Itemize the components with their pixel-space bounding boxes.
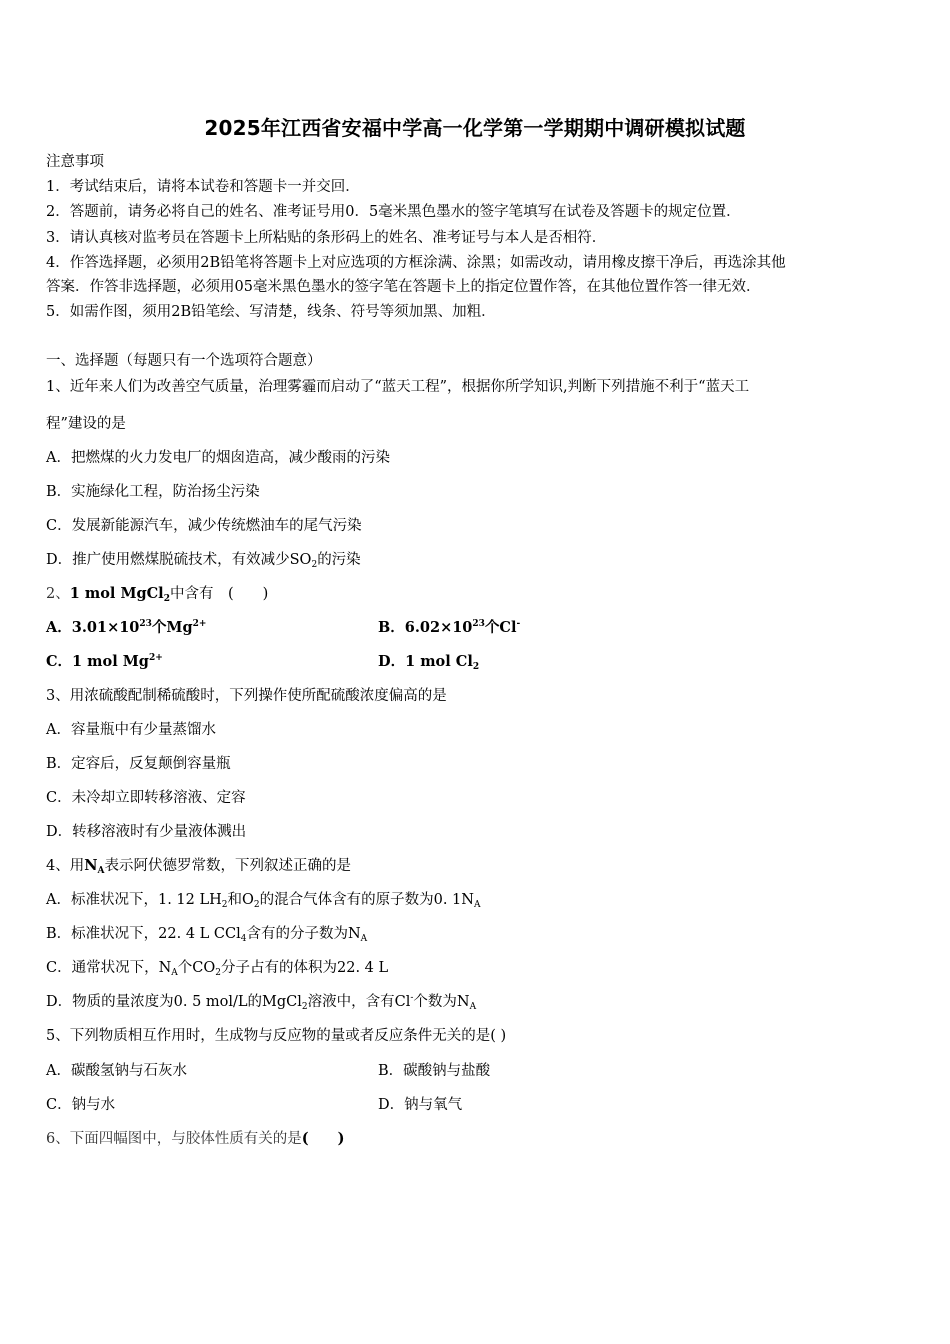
q5-option-a: A．碳酸氢钠与石灰水 [46, 1063, 187, 1079]
notice-item-3: 3．请认真核对监考员在答题卡上所粘贴的条形码上的姓名、准考证号与本人是否相符． [46, 230, 607, 246]
notice-item-4: 4．作答选择题，必须用2B铅笔将答题卡上对应选项的方框涂满、涂黑；如需改动，请用橡皮擦干净后，再选涂其他 [46, 255, 786, 271]
page-title: 2025年江西省安福中学高一化学第一学期期中调研模拟试题 [204, 116, 746, 140]
q2-option-b: B．$6.02\times 10^{23}$个Cl- [378, 619, 521, 636]
q2-option-d: D．1 mol $Cl_2$ [378, 653, 480, 672]
notice-item-5: 5．如需作图，须用2B铅笔绘、写清楚，线条、符号等须加黑、加粗． [46, 304, 496, 320]
q3-option-d: D．转移溶液时有少量液体溅出 [46, 824, 247, 840]
question-3-stem: 3、用浓硫酸配制稀硫酸时，下列操作使所配硫酸浓度偏高的是 [46, 688, 447, 704]
question-1-stem: 1、近年来人们为改善空气质量，治理雾霾而启动了“蓝天工程”，根据你所学知识,判断下列措施不利于“蓝天工 [46, 379, 750, 395]
q2-options-row-1 [46, 618, 906, 638]
section-heading: 一、选择题（每题只有一个选项符合题意） [46, 353, 322, 369]
q1-option-a: A．把燃煤的火力发电厂的烟囱造高，减少酸雨的污染 [46, 450, 390, 466]
notice-item-2: 2．答题前，请务必将自己的姓名、准考证号用0．5毫米黑色墨水的签字笔填写在试卷及答题卡的规定位置． [46, 204, 741, 220]
q1-option-d: D．推广使用燃煤脱硫技术，有效减少$SO_2$的污染 [46, 552, 361, 570]
question-4-stem: 4、用$N_A$表示阿伏德罗常数，下列叙述正确的是 [46, 857, 351, 876]
notice-item-1: 1．考试结束后，请将本试卷和答题卡一并交回． [46, 179, 360, 195]
q1-option-c: C．发展新能源汽车，减少传统燃油车的尾气污染 [46, 518, 362, 534]
q5-option-c: C．钠与水 [46, 1097, 116, 1113]
q5-options-row-2 [46, 1095, 906, 1115]
question-5-stem: 5、下列物质相互作用时，生成物与反应物的量或者反应条件无关的是( ) [46, 1028, 507, 1044]
question-6-stem: 6、下面四幅图中，与胶体性质有关的是( ) [46, 1130, 345, 1147]
q1-option-b: B．实施绿化工程，防治扬尘污染 [46, 484, 260, 500]
q5-options-row-1 [46, 1061, 906, 1081]
q2-options-row-2 [46, 652, 906, 672]
question-2-stem: 2、1 mol MgCl$_2$中含有 ( ) [46, 585, 269, 604]
q5-option-b: B．碳酸钠与盐酸 [378, 1063, 491, 1079]
q5-option-d: D．钠与氧气 [378, 1097, 463, 1113]
q2-option-c: C．1 mol $Mg^{2+}$ [46, 653, 163, 670]
q4-option-a: A．标准状况下，1. 12 $LH_2$和$O_2$的混合气体含有的原子数为0. $1N_A$ [46, 892, 481, 910]
q4-option-b: B．标准状况下，22. 4 L CCl$_4$含有的分子数为$N_A$ [46, 926, 368, 944]
q2-option-a: A．$3.01\times 10^{23}$个$Mg^{2+}$ [46, 619, 207, 636]
question-1-stem-cont: 程”建设的是 [46, 416, 126, 432]
emphasis-not: 不利于 [654, 379, 699, 395]
q4-option-d: D．物质的量浓度为0. 5 mol/L的MgCl$_2$溶液中，含有Cl-个数为$N_A$ [46, 993, 477, 1012]
notice-item-4-cont: 答案．作答非选择题，必须用05毫米黑色墨水的签字笔在答题卡上的指定位置作答，在其他位置作答一律无效． [46, 279, 761, 295]
q4-option-c: C．通常状况下，$N_A$个$CO_2$分子占有的体积为22. 4 L [46, 960, 389, 978]
q3-option-c: C．未冷却立即转移溶液、定容 [46, 790, 246, 806]
q3-option-a: A．容量瓶中有少量蒸馏水 [46, 722, 216, 738]
q3-option-b: B．定容后，反复颠倒容量瓶 [46, 756, 231, 772]
notice-heading: 注意事项 [46, 154, 104, 170]
